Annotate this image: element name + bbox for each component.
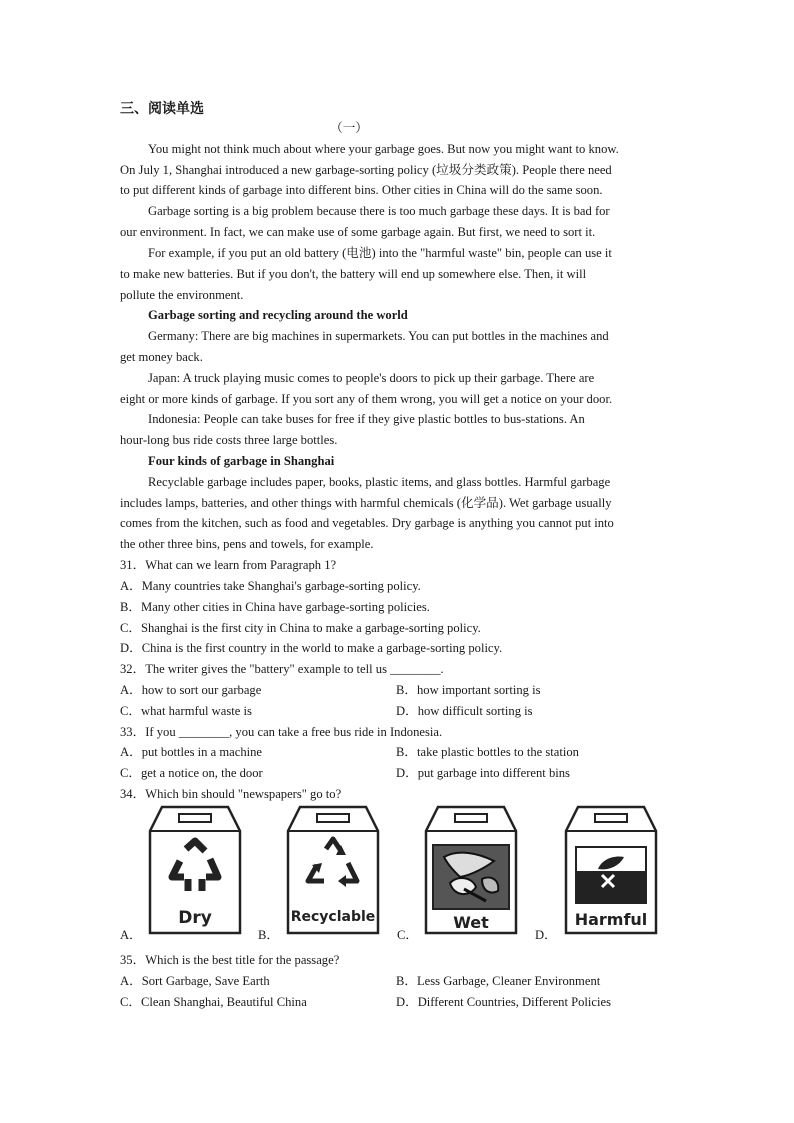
passage-line: Indonesia: People can take buses for free if they give plastic bottles to bus-stations. An — [148, 412, 585, 426]
passage-line: eight or more kinds of garbage. If you sort any of them wrong, you will get a notice on your door. — [120, 392, 613, 406]
q32-option-c[interactable]: C．what harmful waste is — [120, 704, 252, 718]
bin-harmful-label: Harmful — [574, 910, 648, 929]
question-34-stem: 34．Which bin should "newspapers" go to? — [120, 787, 342, 801]
q35-option-b[interactable]: B．Less Garbage, Cleaner Environment — [396, 974, 601, 988]
q33-option-c[interactable]: C．get a notice on, the door — [120, 766, 263, 780]
passage-line: get money back. — [120, 350, 203, 364]
passage-line: For example, if you put an old battery (电池) into the "harmful waste" bin, people can use it — [148, 246, 612, 260]
q35-option-a[interactable]: A．Sort Garbage, Save Earth — [120, 974, 270, 988]
bin-options — [118, 805, 678, 950]
passage-line: to make new batteries. But if you don't, the battery will end up somewhere else. Then, it will — [120, 267, 587, 281]
q34-option-d-letter[interactable]: D． — [535, 928, 557, 942]
bin-wet-label: Wet — [453, 913, 489, 932]
passage-line: pollute the environment. — [120, 288, 244, 302]
q34-option-a-letter[interactable]: A． — [120, 928, 142, 942]
passage-line: comes from the kitchen, such as food and vegetables. Dry garbage is anything you cannot put into — [120, 516, 614, 530]
q34-option-b-letter[interactable]: B． — [258, 928, 279, 942]
passage-line: Garbage sorting is a big problem because there is too much garbage these days. It is bad for — [148, 204, 610, 218]
passage-line: You might not think much about where your garbage goes. But now you might want to know. — [148, 142, 619, 156]
q32-option-d[interactable]: D．how difficult sorting is — [396, 704, 533, 718]
passage-line: our environment. In fact, we can make use of some garbage again. But first, we need to sort it. — [120, 225, 596, 239]
q32-option-a[interactable]: A．how to sort our garbage — [120, 683, 262, 697]
passage-line: Japan: A truck playing music comes to people's doors to pick up their garbage. There are — [148, 371, 595, 385]
passage-line: includes lamps, batteries, and other things with harmful chemicals (化学品). Wet garbage usually — [120, 496, 612, 510]
q33-option-d[interactable]: D．put garbage into different bins — [396, 766, 570, 780]
bin-dry-label: Dry — [178, 908, 212, 928]
q31-option-b[interactable]: B．Many other cities in China have garbage-sorting policies. — [120, 600, 430, 614]
question-32-stem: 32．The writer gives the "battery" example to tell us ________. — [120, 662, 444, 676]
passage-line: to put different kinds of garbage into different bins. Other cities in China will do the same soon. — [120, 183, 603, 197]
q35-option-d[interactable]: D．Different Countries, Different Policies — [396, 995, 611, 1009]
passage-line: the other three bins, pens and towels, for example. — [120, 537, 374, 551]
passage-line: Germany: There are big machines in supermarkets. You can put bottles in the machines and — [148, 329, 609, 343]
q31-option-c[interactable]: C．Shanghai is the first city in China to make a garbage-sorting policy. — [120, 621, 481, 635]
passage-line: Recyclable garbage includes paper, books, plastic items, and glass bottles. Harmful garbage — [148, 475, 611, 489]
passage-line: hour-long bus ride costs three large bottles. — [120, 433, 338, 447]
q31-option-a[interactable]: A．Many countries take Shanghai's garbage-sorting policy. — [120, 579, 421, 593]
passage-number: （一） — [330, 121, 368, 135]
q31-option-d[interactable]: D．China is the first country in the world to make a garbage-sorting policy. — [120, 641, 503, 655]
q35-option-c[interactable]: C．Clean Shanghai, Beautiful China — [120, 995, 307, 1009]
subheading-four-kinds: Four kinds of garbage in Shanghai — [148, 454, 335, 468]
q34-option-c-letter[interactable]: C． — [397, 928, 418, 942]
bin-recyclable[interactable] — [286, 805, 380, 940]
bin-wet[interactable] — [424, 805, 518, 940]
bin-dry[interactable] — [148, 805, 242, 940]
question-31-stem: 31．What can we learn from Paragraph 1? — [120, 558, 337, 572]
bin-recyclable-label: Recyclable — [290, 909, 376, 925]
bin-harmful[interactable] — [564, 805, 658, 940]
passage-line: On July 1, Shanghai introduced a new garbage-sorting policy (垃圾分类政策). People there need — [120, 163, 612, 177]
q33-option-b[interactable]: B．take plastic bottles to the station — [396, 745, 579, 759]
question-33-stem: 33．If you ________, you can take a free bus ride in Indonesia. — [120, 725, 443, 739]
subheading-recycling-world: Garbage sorting and recycling around the world — [148, 308, 408, 322]
q32-option-b[interactable]: B．how important sorting is — [396, 683, 541, 697]
section-heading: 三、阅读单选 — [120, 101, 204, 117]
q33-option-a[interactable]: A．put bottles in a machine — [120, 745, 262, 759]
question-35-stem: 35．Which is the best title for the passage? — [120, 953, 340, 967]
